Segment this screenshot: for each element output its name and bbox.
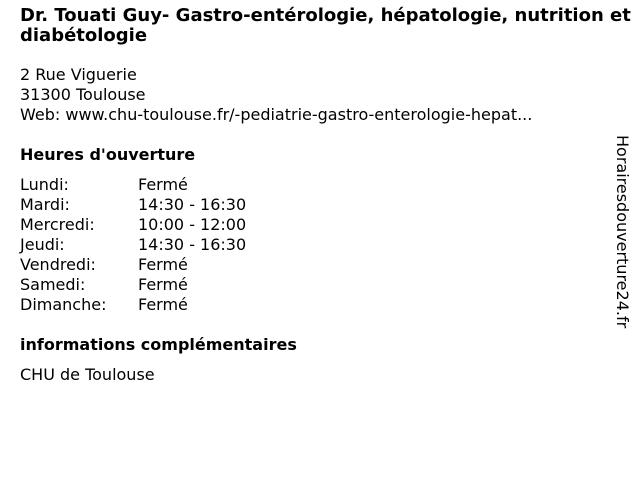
day-hours: Fermé bbox=[138, 255, 188, 274]
opening-hours-heading: Heures d'ouverture bbox=[20, 145, 196, 164]
opening-hours-table bbox=[20, 175, 246, 315]
day-label: Samedi: bbox=[20, 275, 86, 294]
day-label: Jeudi: bbox=[20, 235, 65, 254]
additional-info-text: CHU de Toulouse bbox=[20, 365, 155, 384]
day-label: Vendredi: bbox=[20, 255, 96, 274]
hours-row-friday bbox=[20, 255, 246, 275]
additional-info-heading: informations complémentaires bbox=[20, 335, 297, 354]
day-hours: 10:00 - 12:00 bbox=[138, 215, 247, 234]
day-hours: Fermé bbox=[138, 175, 188, 194]
day-hours: 14:30 - 16:30 bbox=[138, 195, 247, 214]
day-label: Mardi: bbox=[20, 195, 70, 214]
day-hours: Fermé bbox=[138, 295, 188, 314]
address-block bbox=[20, 65, 532, 125]
day-hours: 14:30 - 16:30 bbox=[138, 235, 247, 254]
hours-row-thursday bbox=[20, 235, 246, 255]
page-title: Dr. Touati Guy- Gastro-entérologie, hépatologie, nutrition et diabétologie bbox=[20, 5, 631, 46]
hours-row-sunday bbox=[20, 295, 246, 315]
hours-row-wednesday bbox=[20, 215, 246, 235]
day-label: Lundi: bbox=[20, 175, 69, 194]
day-hours: Fermé bbox=[138, 275, 188, 294]
website-link[interactable]: www.chu-toulouse.fr/-pediatrie-gastro-enterologie-hepat... bbox=[65, 105, 533, 124]
hours-row-saturday bbox=[20, 275, 246, 295]
watermark-text: Horairesdouverture24.fr bbox=[613, 135, 632, 329]
day-label: Mercredi: bbox=[20, 215, 95, 234]
site-watermark bbox=[612, 135, 632, 345]
hours-row-monday bbox=[20, 175, 246, 195]
city-postcode: 31300 Toulouse bbox=[20, 85, 146, 104]
hours-row-tuesday bbox=[20, 195, 246, 215]
street-address: 2 Rue Viguerie bbox=[20, 65, 137, 84]
website-line bbox=[20, 105, 532, 125]
website-label: Web: bbox=[20, 105, 61, 124]
day-label: Dimanche: bbox=[20, 295, 107, 314]
